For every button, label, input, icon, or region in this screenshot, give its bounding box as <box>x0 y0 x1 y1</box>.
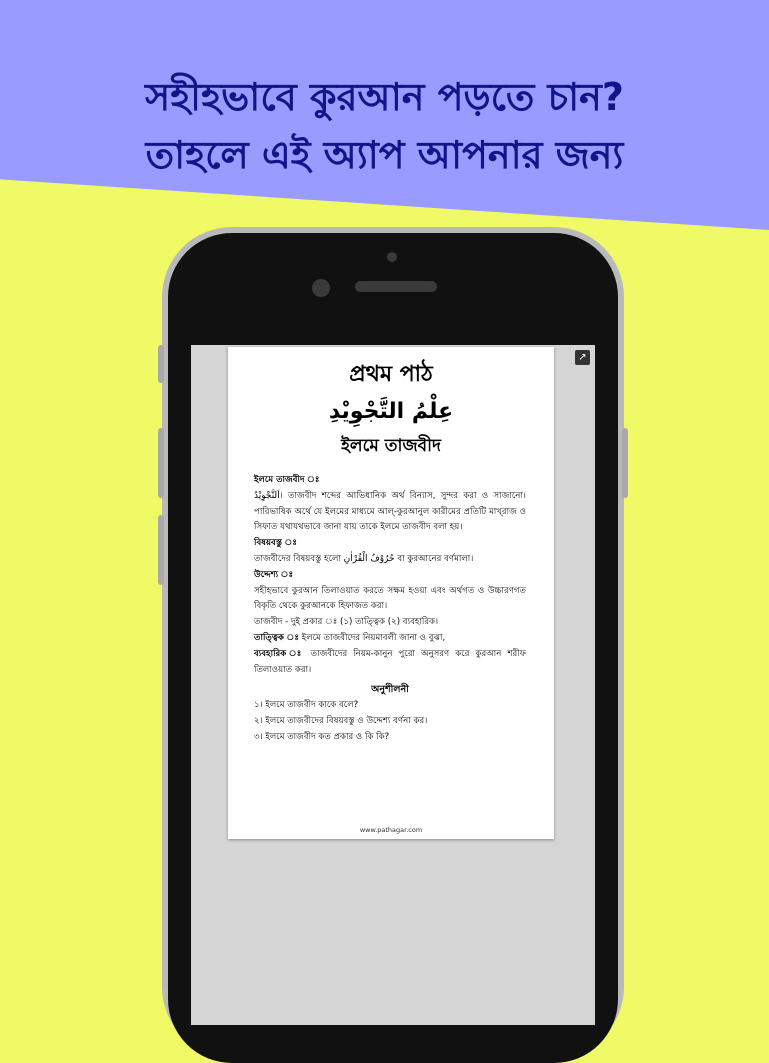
theory-label: তাত্ত্বিক ঃ <box>254 632 299 643</box>
section-text-subject <box>254 552 526 568</box>
page-footer-url: www.pathagar.com <box>359 826 423 834</box>
headline-line-2: তাহলে এই অ্যাপ আপনার জন্য <box>145 133 624 177</box>
open-external-icon[interactable]: ↗ <box>575 350 590 365</box>
types-line: তাজবীদ - দুই প্রকার ঃ (১) তাত্ত্বিক (২) ব্যবহারিক। <box>254 617 439 628</box>
section-text-purpose: সহীহভাবে কুরআন তিলাওয়াত করতে সক্ষম হওয়া এবং অর্থগত ও উচ্চারণগত বিকৃতি থেকে কুরআনকে হিফাজত করা। <box>254 585 526 612</box>
practical-text: তাজবীদের নিয়ম-কানুন পুরো অনুসরণ করে কুরআন শরীফ তিলাওয়াত করা। <box>254 648 526 675</box>
definition-text: তাজবীদ শব্দের আভিধানিক অর্থ বিন্যাস, সুন্দর করা ও সাজানো। পারিভাষিক অর্থে যে ইলমের মাধ্যমে আল্-কুরআনুল কারীমের প্রতিটি মাখ্‌রাজ ও সিফাত যথাযথভাবে জানা যায় তাকে ইলমে তাজবীদ বলা হয়। <box>254 490 526 533</box>
phone-side-button <box>158 345 164 383</box>
exercise-heading: অনুশীলনী <box>371 684 409 696</box>
arabic-term: اَلتَّجْوِيْدُ <box>254 490 280 501</box>
theory-line <box>254 631 526 647</box>
front-sensor <box>387 252 397 262</box>
section-heading-ilme-tajweed: ইলমে তাজবীদ ঃ <box>254 475 320 485</box>
phone-volume-up <box>158 428 164 498</box>
phone-screen[interactable] <box>191 345 595 1025</box>
headline-line-1: সহীহভাবে কুরআন পড়তে চান? <box>145 75 624 119</box>
theory-text: ইলমে তাজবীদের নিয়মাবলী জানা ও বুঝা, <box>301 632 446 643</box>
phone-volume-down <box>158 515 164 585</box>
arabic-title: عِلْمُ التَّجْوِيْدِ <box>328 399 454 424</box>
lesson-title: প্রথম পাঠ <box>349 362 433 387</box>
section-heading-subject: বিষয়বস্তু ঃ <box>254 538 298 549</box>
arabic-term-letters: حُرُوْفُ الْقُرْاٰنِ <box>343 553 395 564</box>
document-page[interactable] <box>228 347 554 839</box>
subject-text-end: বা কুরআনের বর্ণমালা। <box>397 553 474 564</box>
section-heading-purpose: উদ্দেশ্য ঃ <box>254 569 294 580</box>
earpiece-speaker <box>355 281 437 292</box>
exercise-question-1: ১। ইলমে তাজবীদ কাকে বলে? <box>254 700 359 711</box>
practical-label: ব্যবহারিক ঃ <box>254 648 305 659</box>
exercise-question-2: ২। ইলমে তাজবীদের বিষয়বস্তু ও উদ্দেশ্য বর্ণনা কর। <box>254 715 428 726</box>
practical-line <box>254 647 526 679</box>
lesson-subtitle: ইলমে তাজবীদ <box>341 436 441 456</box>
subject-text-start: তাজবীদের বিষয়বস্তু হলো <box>254 553 341 564</box>
promo-headline <box>0 68 769 184</box>
section-text-ilme-tajweed: اَلتَّجْوِيْدُ। তাজবীদ শব্দের আভিধানিক অর্থ বিন্যাস, সুন্দর করা ও সাজানো। পারিভাষিক অর্থে যে ইলমের মাধ্যমে আল্-কুরআনুল কারীমের প্রতিটি মাখ্‌রাজ ও সিফাত যথাযথভাবে জানা যায় তাকে ইলমে তাজবীদ বলা হয়। <box>254 490 526 533</box>
lesson-body <box>254 473 526 746</box>
phone-power-button <box>622 428 628 498</box>
exercise-question-3: ৩। ইলমে তাজবীদ কত প্রকার ও কি কি? <box>254 731 390 742</box>
front-camera <box>312 279 330 297</box>
